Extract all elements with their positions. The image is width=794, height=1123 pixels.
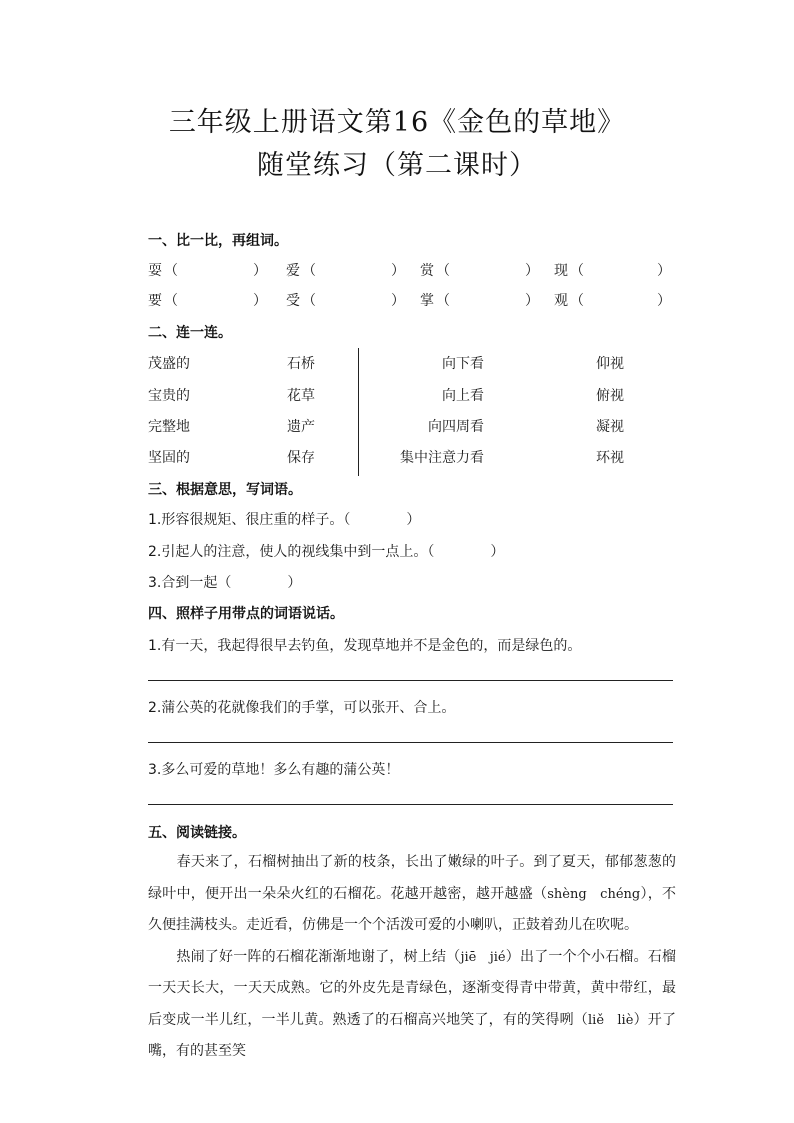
passage-paragraph: 春天来了，石榴树抽出了新的枝条，长出了嫩绿的叶子。到了夏天，郁郁葱葱的绿叶中，便开出一朵朵火红的石榴花。花越开越密，越开越盛（shèng chéng），不久便挂满枝头。走近看，仿佛是一个个活泼可爱的小喇叭，正鼓着劲儿在吹呢。 (148, 854, 677, 933)
page-title: 三年级上册语文第16《金色的草地》 (168, 107, 626, 138)
match-right-phrase: 向四周看 (428, 419, 484, 435)
section3-heading: 三、根据意思，写词语。 (148, 482, 302, 498)
compare-char: 爱 (286, 263, 300, 279)
compare-item: 观 （ ） (554, 290, 669, 310)
match-right-word: 俯视 (596, 388, 624, 404)
example-sentence: 2.蒲公英的花就像我们的手掌，可以张开、合上。 (148, 700, 456, 716)
example-sentence: 1.有一天，我起得很早去钓鱼，发现草地并不是金色的，而是绿色的。 (148, 638, 582, 654)
page-subtitle: 随堂练习（第二课时） (257, 150, 537, 181)
match-left-word: 宝贵的 (148, 388, 190, 404)
example-sentence: 3.多么可爱的草地！多么有趣的蒲公英！ (148, 762, 400, 778)
compare-char: 掌 (420, 293, 434, 309)
pinyin: jiē jié (460, 949, 506, 965)
compare-item: 要 （ ） (148, 290, 263, 310)
definition-item: 2.引起人的注意，使人的视线集中到一点上。（ ） (148, 544, 505, 560)
match-left-target: 遗产 (287, 419, 315, 435)
match-left-target: 保存 (287, 450, 315, 466)
match-right-phrase: 集中注意力看 (400, 450, 484, 466)
match-left-target: 石桥 (287, 356, 315, 372)
answer-line (148, 742, 673, 743)
compare-item: 掌 （ ） (420, 290, 535, 310)
match-right-word: 凝视 (596, 419, 624, 435)
compare-char: 耍 (148, 263, 162, 279)
match-right-phrase: 向上看 (442, 388, 484, 404)
section5-heading: 五、阅读链接。 (148, 825, 246, 841)
answer-line (148, 680, 673, 681)
section4-heading: 四、照样子用带点的词语说话。 (148, 606, 344, 622)
match-right-word: 仰视 (596, 356, 624, 372)
passage-paragraph: 热闹了好一阵的石榴花渐渐地谢了，树上结（jiē jié）出了一个个小石榴。石榴一天天长大，一天天成熟。它的外皮先是青绿色，逐渐变得青中带黄，黄中带红，最后变成一半儿红，一半儿黄。熟透了的石榴高兴地笑了，有的笑得咧（liě liè）开了嘴，有的甚至笑 (148, 948, 677, 1059)
compare-char: 现 (554, 263, 568, 279)
divider-line (358, 348, 359, 476)
compare-char: 观 (554, 293, 568, 309)
compare-char: 赏 (420, 263, 434, 279)
definition-item: 1.形容很规矩、很庄重的样子。（ ） (148, 512, 421, 528)
match-left-target: 花草 (287, 388, 315, 404)
match-right-word: 环视 (596, 450, 624, 466)
match-left-word: 茂盛的 (148, 356, 190, 372)
compare-char: 受 (286, 293, 300, 309)
pinyin: liě liè (588, 1012, 634, 1028)
compare-item: 耍 （ ） (148, 260, 263, 280)
reading-passage (148, 847, 676, 1068)
definition-item: 3.合到一起（ ） (148, 575, 302, 591)
compare-item: 爱 （ ） (286, 260, 401, 280)
section1-heading: 一、比一比，再组词。 (148, 233, 288, 249)
pinyin: shèng chéng (547, 886, 641, 902)
section2-heading: 二、连一连。 (148, 325, 232, 341)
compare-item: 受 （ ） (286, 290, 401, 310)
answer-line (148, 804, 673, 805)
compare-item: 赏 （ ） (420, 260, 535, 280)
compare-item: 现 （ ） (554, 260, 669, 280)
match-left-word: 坚固的 (148, 450, 190, 466)
match-right-phrase: 向下看 (442, 356, 484, 372)
compare-char: 要 (148, 293, 162, 309)
match-left-word: 完整地 (148, 419, 190, 435)
